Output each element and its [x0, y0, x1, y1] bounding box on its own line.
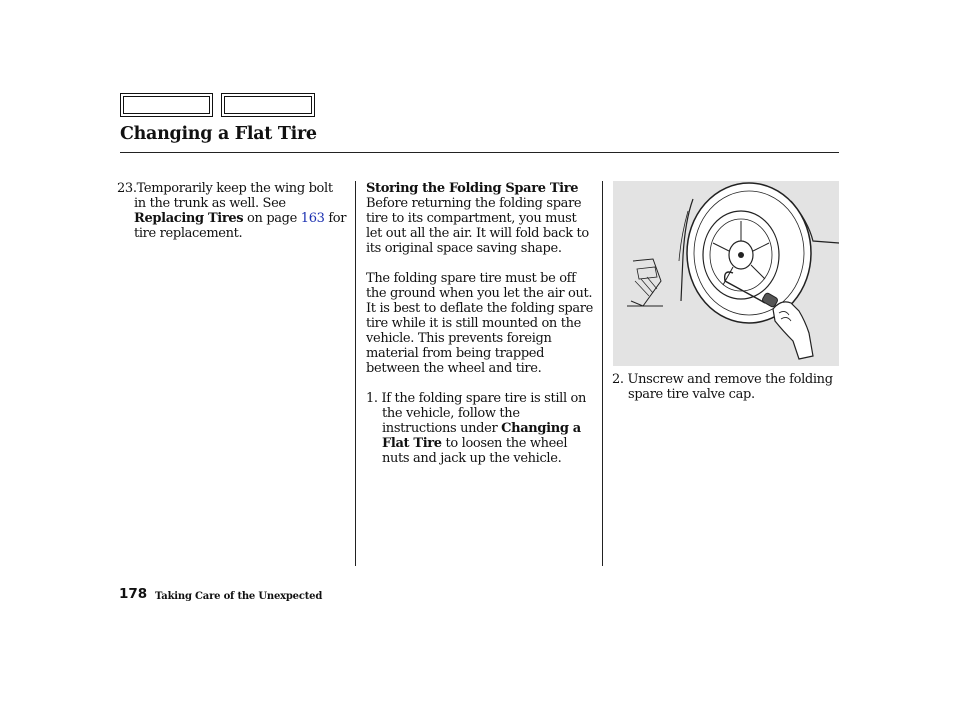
- page-163-link[interactable]: 163: [300, 211, 325, 226]
- tire-deflation-drawing: [613, 181, 839, 366]
- column-divider-2: [602, 181, 603, 566]
- column-left: [117, 181, 347, 241]
- step-1: [366, 391, 596, 466]
- step-text: for tire replacement.: [134, 211, 347, 241]
- changing-flat-tire-ref: Changing a Flat Tire: [382, 421, 581, 451]
- step-text: Temporarily keep the wing bolt in the trunk as well. See: [134, 181, 333, 211]
- column-divider-1: [355, 181, 356, 566]
- main-menu-button[interactable]: [120, 93, 213, 117]
- step-23: [117, 181, 347, 241]
- step-text: Unscrew and remove the folding spare tire valve cap.: [627, 372, 833, 402]
- index-button[interactable]: [221, 93, 315, 117]
- paragraph-intro: Before returning the folding spare tire to its compartment, you must let out all the air. It will fold back to its original space saving shape.: [366, 196, 589, 256]
- valve-cap-illustration: [613, 181, 839, 366]
- hand-icon: [773, 302, 813, 359]
- section-heading: Storing the Folding Spare Tire: [366, 181, 579, 196]
- step-number: 2.: [612, 372, 624, 387]
- step-text: If the folding spare tire is still on the vehicle, follow the instructions under: [381, 391, 587, 436]
- page-number: 178: [119, 586, 148, 602]
- section-name: Taking Care of the Unexpected: [155, 591, 323, 602]
- step-2: [612, 372, 838, 402]
- step-number: 23.: [117, 181, 137, 196]
- step-number: 1.: [366, 391, 378, 406]
- column-middle: [366, 181, 596, 466]
- paragraph-off-ground: The folding spare tire must be off the ground when you let the air out. It is best to deflate the folding spare tire while it is still mounted on the vehicle. This prevents foreign material from being trapped between the wheel and tire.: [366, 271, 593, 376]
- step-text: to loosen the wheel nuts and jack up the vehicle.: [382, 436, 568, 466]
- replacing-tires-ref: Replacing Tires: [134, 211, 244, 226]
- step-text: on page: [243, 211, 301, 226]
- page-title: Changing a Flat Tire: [120, 124, 317, 144]
- title-divider: [120, 152, 839, 153]
- column-right: [612, 372, 838, 402]
